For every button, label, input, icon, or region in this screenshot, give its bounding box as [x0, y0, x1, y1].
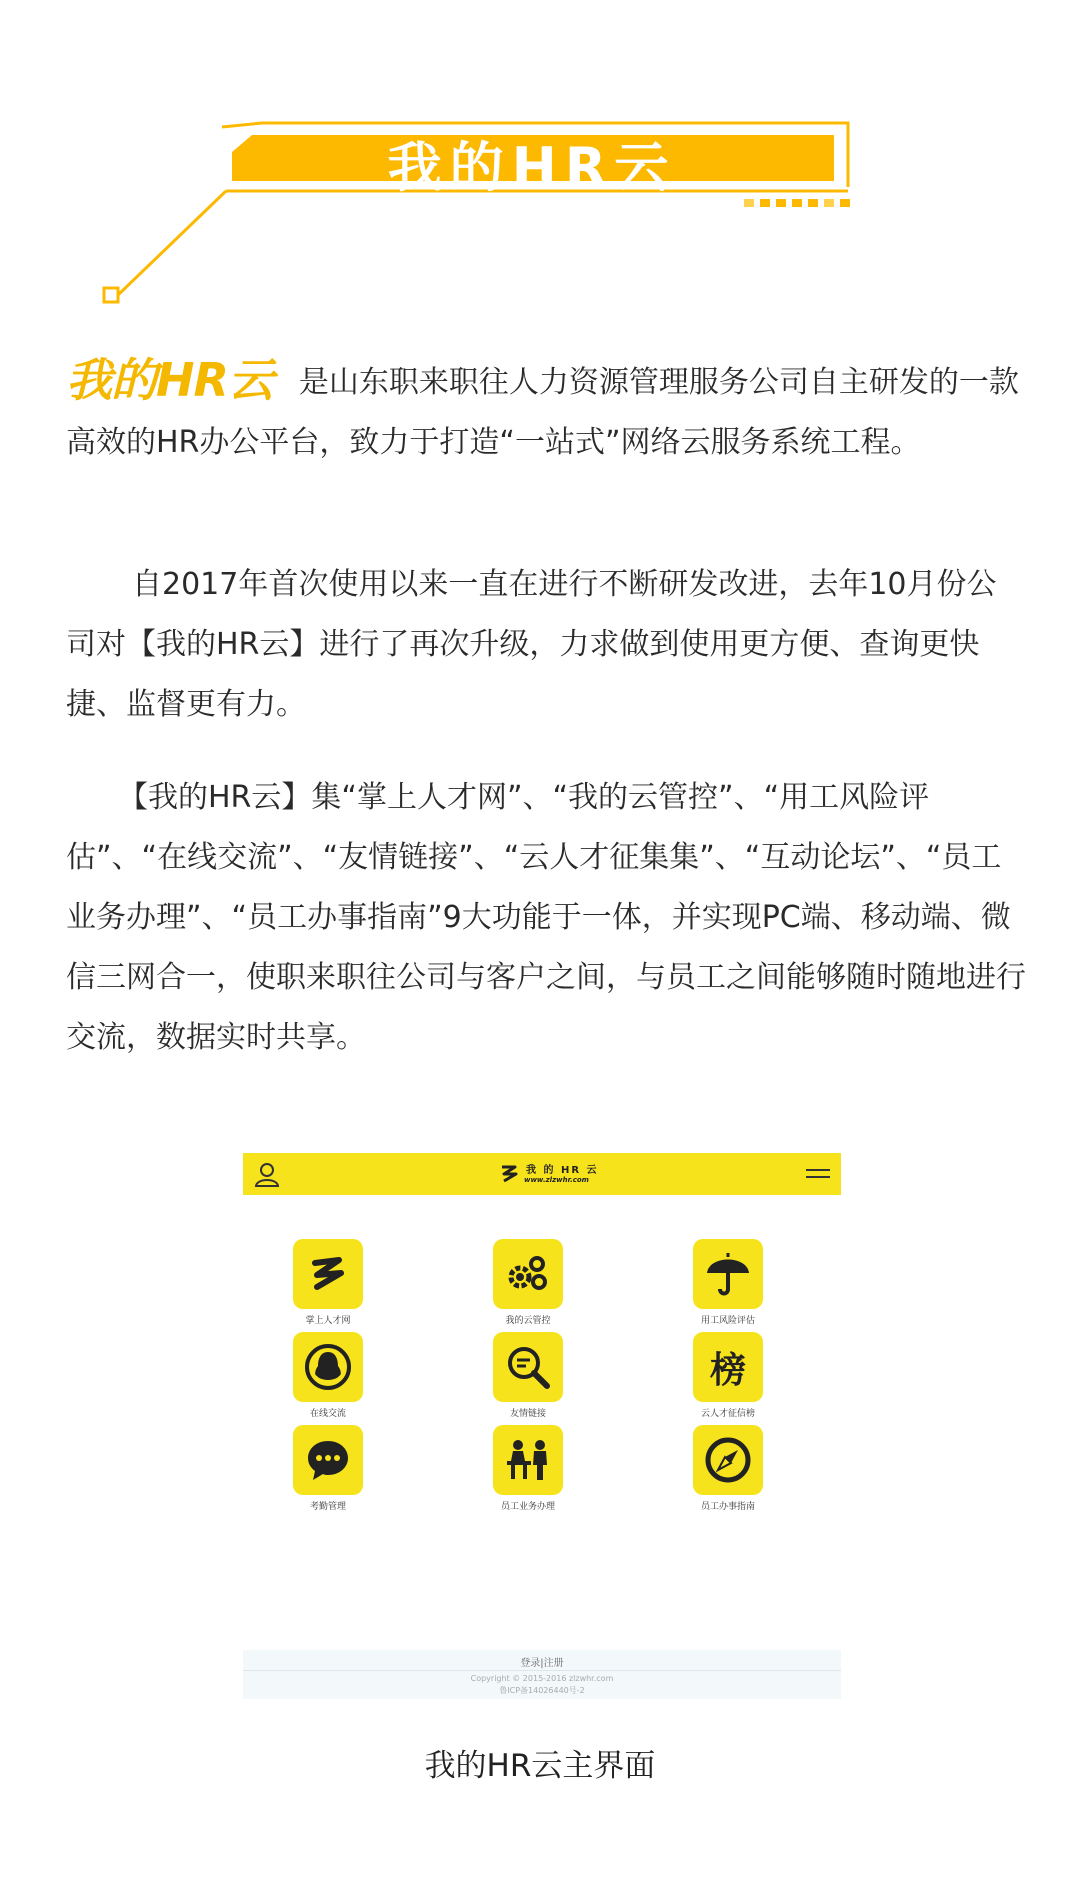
footer-icp: 鲁ICP备14026440号-2	[499, 1686, 585, 1695]
app-logo-url: www.zlzwhr.com	[524, 1176, 589, 1184]
magnifier-icon	[503, 1342, 553, 1392]
tile-risk-assessment[interactable]	[667, 1239, 777, 1329]
compass-icon	[703, 1435, 753, 1485]
tile-online-chat[interactable]	[267, 1332, 377, 1422]
user-icon[interactable]	[253, 1160, 281, 1188]
tile-label: 员工办事指南	[700, 1502, 755, 1512]
tile-label: 我的云管控	[505, 1316, 551, 1326]
logo-mark-icon	[498, 1162, 520, 1184]
ranking-glyph-icon: 榜	[709, 1349, 746, 1391]
brand-wordmark: 我的HR云	[66, 353, 273, 407]
tile-employee-guide[interactable]	[667, 1425, 777, 1515]
app-footer	[243, 1650, 841, 1699]
service-desk-icon	[503, 1435, 553, 1485]
umbrella-icon	[703, 1249, 753, 1299]
tile-cloud-control[interactable]	[467, 1239, 577, 1329]
tile-label: 在线交流	[309, 1409, 346, 1419]
tile-label: 掌上人才网	[305, 1316, 351, 1326]
app-main-screen	[243, 1153, 841, 1699]
menu-icon[interactable]	[805, 1165, 831, 1183]
features-paragraph: 【我的HR云】集“掌上人才网”、“我的云管控”、“用工风险评估”、“在线交流”、“友情链接”、“云人才征集集”、“互动论坛”、“员工业务办理”、“员工办事指南”9大功能于一体，并实现PC端、移动端、微信三网合一，使职来职往公司与客户之间，与员工之间能够随时随地进行交流，数据实时共享。	[66, 780, 1026, 1055]
intro-text: 是山东职来职往人力资源管理服务公司自主研发的一款高效的HR办公平台，致力于打造“一站式”网络云服务系统工程。	[66, 365, 1019, 460]
penguin-icon	[303, 1342, 353, 1392]
tile-label: 友情链接	[509, 1409, 546, 1419]
tile-label: 用工风险评估	[700, 1316, 755, 1326]
intro-paragraph	[66, 350, 1026, 473]
footer-copyright: Copyright © 2015-2016 zlzwhr.com	[470, 1674, 614, 1683]
image-caption: 我的HR云主界面	[424, 1748, 656, 1784]
tile-label: 考勤管理	[309, 1502, 346, 1512]
logo-mark-icon	[303, 1249, 353, 1299]
tile-talent-ranking[interactable]	[667, 1332, 777, 1422]
footer-divider	[243, 1670, 841, 1671]
app-logo[interactable]	[498, 1160, 618, 1190]
gears-icon	[503, 1249, 553, 1299]
chat-bubble-icon	[303, 1435, 353, 1485]
app-topbar	[243, 1153, 841, 1195]
tile-friend-links[interactable]	[467, 1332, 577, 1422]
banner-title: 我的HR云	[387, 135, 677, 199]
tile-talent-network[interactable]	[267, 1239, 377, 1329]
upgrade-paragraph: 自2017年首次使用以来一直在进行不断研发改进，去年10月份公司对【我的HR云】进行了再次升级，力求做到使用更方便、查询更快捷、监督更有力。	[66, 567, 997, 722]
tile-label: 员工业务办理	[500, 1502, 555, 1512]
tile-employee-business[interactable]	[467, 1425, 577, 1515]
tile-attendance[interactable]	[267, 1425, 377, 1515]
app-logo-name: 我 的 HR 云	[526, 1165, 599, 1176]
tile-label: 云人才征信榜	[700, 1409, 755, 1419]
login-register-link[interactable]: 登录|注册	[520, 1658, 564, 1669]
